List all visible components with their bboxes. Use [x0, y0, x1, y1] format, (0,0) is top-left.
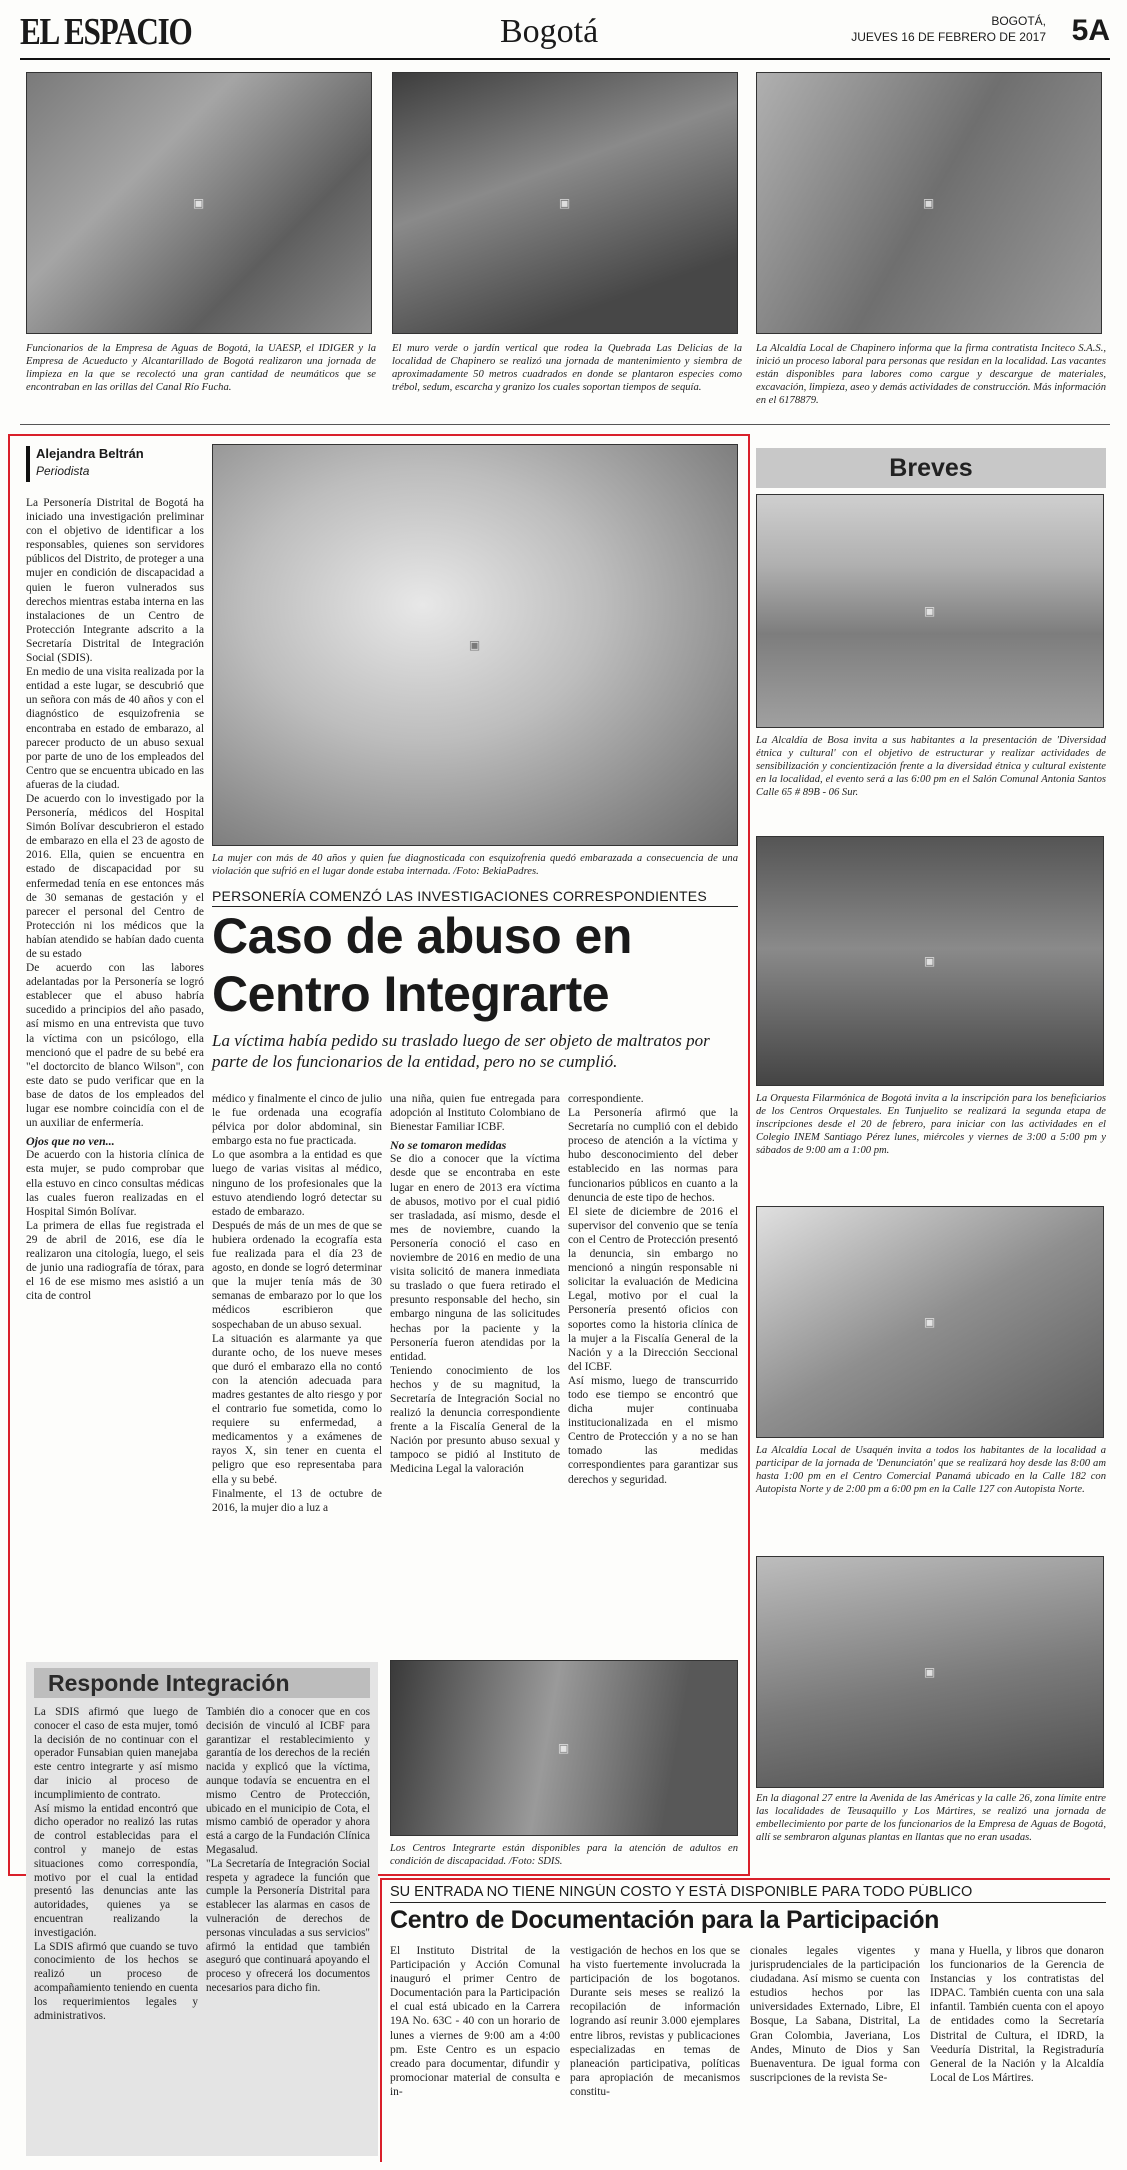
masthead-city: BOGOTÁ,: [991, 14, 1046, 28]
paragraph: Así mismo la entidad encontró que dicho operador no realizó las rutas de control establecidas para el control y manejo de estas situaciones como correspondía, motivo por el cual la entidad presentó las denuncias ante las autoridades, quienes ya se encuentran realizando la investigación.: [34, 1802, 198, 1939]
breve-caption: En la diagonal 27 entre la Avenida de las Américas y la calle 26, zona límite entre las localidades de Teusaquillo y Los Mártires, se realizó una jornada de embellecimiento por parte de los funcionarios de la Empresa de Aguas de Bogotá, allí se sembraron algunas plantas en llantas que no eran usadas.: [756, 1793, 1106, 1843]
sidebar-column-2: [206, 1706, 370, 2150]
paragraph: La SDIS afirmó que cuando se tuvo conocimiento de los hechos se realizó un proceso de acompañamiento teniendo en cuenta los requerimientos legales y administrativos.: [34, 1940, 198, 2022]
main-article-photo: [212, 444, 738, 846]
second-article-photo: [390, 1660, 738, 1836]
paragraph: Teniendo conocimiento de los hechos y de su magnitud, la Secretaría de Integración Social no realizó la denuncia correspondiente frente a la Fiscalía General de la Nación por presunto abuso sexual y tampoco se pidió al Instituto de Medicina Legal la valoración: [390, 1364, 560, 1476]
top-photo-caption: El muro verde o jardín vertical que rodea la Quebrada Las Delicias de la localidad de Chapinero se realizó una jornada de mantenimiento y siembra de aproximadamente 50 metros cuadrados en donde se plantaron especies como trébol, sedum, escarcha y granizo los cuales soportan tiempos de sequía.: [392, 343, 742, 393]
article-headline-line2: Centro Integrarte: [212, 966, 610, 1022]
article-headline-line1: Caso de abuso en: [212, 908, 632, 964]
photo-icon: ▣: [558, 196, 572, 210]
photo-icon: ▣: [922, 196, 936, 210]
paragraph: Se dio a conocer que la víctima desde que se encontraba en este lugar en enero de 2013 era víctima de abusos, motivo por el cual pidió ser trasladada, así mismo, desde el mes de noviembre, cuando la Personería conoció el caso en noviembre de 2016 en medio de una visita solicitó de manera inmediata su traslado o que fuera retirado el presunto responsable del hecho, sin embargo ninguna de las solicitudes hechas por la paciente y la Personería fueron atendidas por la entidad.: [390, 1153, 560, 1363]
paragraph: De acuerdo con las labores adelantadas por la Personería se logró establecer que el abuso habría sucedido a principios del año pasado, así mismo en una entrevista que tuvo la víctima con un psicólogo, ella mencionó que el padre de su bebé era "el doctorcito de blanco Wilson", con este dato se pudo verificar que en la base de datos de los empleados del lugar ese nombre coincidía con el de un auxiliar de enfermería.: [26, 962, 204, 1130]
bottom-article-kicker: SU ENTRADA NO TIENE NINGÚN COSTO Y ESTÁ DISPONIBLE PARA TODO PÚBLICO: [390, 1884, 973, 1900]
breve-photo-orchestra: [756, 836, 1104, 1086]
paragraph: La situación es alarmante ya que durante ocho, de los nueve meses que duró el embarazo ella no contó con la atención adecuada para madres gestantes de alto riesgo y por el contrario fue sometida, como lo requiere su enfermedad, a medicamentos y a exámenes de rayos X, sin tener en cuenta el peligro que eso representaba para ella y su bebé.: [212, 1332, 382, 1486]
breve-caption: La Orquesta Filarmónica de Bogotá invita a la inscripción para los beneficiarios de los Centros Orquestales. En Tunjuelito se realizará la segunda etapa de inscripciones desde el 20 de febrero, para iniciar con las actividades en el Colegio INEM Santiago Pérez lunes, miércoles y viernes de 3:00 a 5:00 pm y sábados de 9:00 am a 1:00 pm.: [756, 1093, 1106, 1156]
subheading: Ojos que no ven...: [26, 1134, 115, 1149]
paragraph: La Personería Distrital de Bogotá ha iniciado una investigación preliminar con el objetivo de identificar a los responsables, quienes son servidores públicos del Distrito, de proteger a una mujer en condición de discapacidad a quien le fueron vulnerados sus derechos mientras estaba interna en las instalaciones de un Centro de Protección Integrante adscrito a la Secretaría Distrital de Integración Social (SDIS).: [26, 497, 204, 665]
author-bar: [26, 446, 30, 482]
top-photo-green-wall: [392, 72, 738, 334]
article-column-1: [26, 496, 204, 1672]
sidebar-title: Responde Integración: [48, 1670, 290, 1696]
subheading: No se tomaron medidas: [390, 1138, 507, 1153]
paragraph: correspondiente.: [568, 1093, 644, 1105]
section-title: Bogotá: [500, 13, 599, 50]
photo-icon: ▣: [557, 1741, 571, 1755]
paragraph: Finalmente, el 13 de octubre de 2016, la mujer dio a luz a: [212, 1487, 382, 1514]
sidebar-column-1: [34, 1706, 198, 2150]
section-divider: [20, 424, 1110, 425]
paragraph: Lo que asombra a la entidad es que luego de varias visitas al médico, ninguno de los profesionales que la estuvo atendiendo logró detectar su estado de embarazo.: [212, 1149, 382, 1218]
paragraph: De acuerdo con lo investigado por la Personería, médicos del Hospital Simón Bolívar descubrieron el estado de embarazo en ella el 23 de agosto de 2016. Ella, quien se encuentra en estado de discapacidad por su enfermedad tenía en ese entonces más de 30 semanas de gestación y el parecer el personal del Centro de Protección ni los médicos que la habían atendido se habían dado cuenta de su estado: [26, 792, 204, 960]
brand-logo: EL ESPACIO: [20, 11, 192, 53]
photo-icon: ▣: [923, 604, 937, 618]
top-photo-caption: La Alcaldía Local de Chapinero informa que la firma contratista Inciteco S.A.S., inició un proceso laboral para personas que residan en la localidad. Las vacantes están disponibles para labores como cargue y descargue de materiales, excavación, limpieza, aseo y demás actividades de construcción. Más información en el 6178879.: [756, 343, 1106, 406]
paragraph: La Personería afirmó que la Secretaría no cumplió con el debido proceso de atención a la víctima y hubo desconocimiento del deber establecido en las normas para funcionarios públicos en cuanto a la denuncia de este tipo de hechos.: [568, 1107, 738, 1204]
masthead: [20, 8, 1110, 60]
paragraph: médico y finalmente el cinco de julio le fue ordenada una ecografía pélvica por dolor abdominal, sin embargo esta no fue practicada.: [212, 1093, 382, 1148]
paragraph: Después de más de un mes de que se hubiera ordenado la ecografía esta fue realizada para el día 23 de agosto, en donde se logró determinar que la mujer tenía más de 30 semanas de embarazo por lo que los médicos escribieron que sospechaban de un abuso sexual.: [212, 1219, 382, 1331]
paragraph: En medio de una visita realizada por la entidad a este lugar, se descubrió que un señora con más de 40 años y con el diagnóstico de esquizofrenia se encontraba en estado de embarazo, al parecer producto de un abuso sexual por parte de uno de los empleados del Centro que se encuentra ubicado en las afueras de la ciudad.: [26, 666, 204, 791]
photo-icon: ▣: [923, 1665, 937, 1679]
author-name: Alejandra Beltrán: [36, 446, 144, 461]
article-kicker: PERSONERÍA COMENZÓ LAS INVESTIGACIONES CORRESPONDIENTES: [212, 888, 707, 904]
second-photo-caption: Los Centros Integrarte están disponibles para la atención de adultos en condición de discapacidad. /Foto: SDIS.: [390, 1843, 738, 1867]
top-photo-construction: [756, 72, 1102, 334]
breve-photo-usaquen: [756, 1206, 1104, 1438]
photo-icon: ▣: [923, 954, 937, 968]
bottom-article-highlight: [380, 1878, 1110, 1880]
paragraph: "La Secretaría de Integración Social respeta y agradece la función que cumple la Personería Distrital para establecer las alarmas en casos de vulneración de derechos de personas vinculadas a sus servicios" afirmó la entidad que también aseguró que continuará apoyando el proceso y ofrecerá los documentos necesarios para dicho fin.: [206, 1857, 370, 1994]
bottom-column-2: vestigación de hechos en los que se ha visto fuertemente involucrada la participación de los bogotanos. Durante seis meses se realizó la recopilación de información logrando así reunir 3.000 ejemplares entre libros, revistas y publicaciones especializadas en temas de planeación participativa, políticas para apropiación de mecanismos constitu-: [570, 1945, 740, 2098]
paragraph: una niña, quien fue entregada para adopción al Instituto Colombiano de Bienestar Familiar ICBF.: [390, 1093, 560, 1134]
bottom-column-3: cionales legales vigentes y jurisprudenciales de la participación ciudadana. Así mismo se cuenta con estudios hechos por las universidades Externado, Libre, El Bosque, La Sabana, Distrital, La Gran Colombia, Javeriana, Los Andes, Minuto de Dios y San Buenaventura. De igual forma con suscripciones de la revista Se-: [750, 1945, 920, 2084]
paragraph: La SDIS afirmó que luego de conocer el caso de esta mujer, tomó la decisión de no continuar con el operador Funsabian quien manejaba este centro integrarte y así mismo dar inicio al proceso de incumplimiento de contrato.: [34, 1706, 198, 1801]
top-photo-caption: Funcionarios de la Empresa de Aguas de Bogotá, la UAESP, el IDIGER y la Empresa de Acueducto y Alcantarillado de Bogotá realizaron una jornada de limpieza en la que se recolectó una gran cantidad de neumáticos que se encontraban en las orillas del Canal Río Fucha.: [26, 343, 376, 393]
breve-photo-bosa: [756, 494, 1104, 728]
photo-icon: ▣: [468, 638, 482, 652]
masthead-rule: [20, 58, 1110, 60]
bottom-column-4: mana y Huella, y libros que donaron los funcionarios de la Gerencia de Instancias y los contratistas del IDPAC. También cuenta con una sala infantil. También cuenta con el apoyo de entidades como la Secretaría Distrital de Cultura, el IDRD, la Veeduría Distrital, la Registraduría General de la Nación y la Alcaldía Local de Los Mártires.: [930, 1945, 1104, 2084]
main-photo-caption: La mujer con más de 40 años y quien fue diagnosticada con esquizofrenia quedó embarazada a consecuencia de una violación que sufrió en el lugar donde estaba internada. /Foto: BekiaPadres.: [212, 853, 738, 877]
author-role: Periodista: [36, 464, 90, 478]
article-deck: La víctima había pedido su traslado luego de ser objeto de maltratos por parte de los funcionarios de la entidad, pero no se cumplió.: [212, 1031, 710, 1071]
bottom-article-headline: Centro de Documentación para la Participación: [390, 1906, 940, 1934]
breves-title: Breves: [889, 454, 973, 482]
photo-icon: ▣: [923, 1315, 937, 1329]
paragraph: El siete de diciembre de 2016 el supervisor del convenio que se tenía con el Centro de Protección presentó la denuncia, sin embargo no mencionó a ningún responsable ni solicitar la evaluación de Medicina Legal, motivo por el cual la Personería presentó oficios con soportes como la historia clínica de la mujer a la Fiscalía General de la Nación y a la Dirección Seccional del ICBF.: [568, 1205, 738, 1373]
paragraph: Así mismo, luego de transcurrido todo ese tiempo se encontró que dicha mujer continuaba institucionalizada en el mismo Centro de Protección y a no se han tomado las medidas correspondientes para garantizar sus derechos y seguridad.: [568, 1374, 738, 1486]
photo-icon: ▣: [192, 196, 206, 210]
top-photo-tires: [26, 72, 372, 334]
bottom-column-1: El Instituto Distrital de la Participación y Acción Comunal inauguró el primer Centro de Documentación para la Participación el cual está ubicado en la Carrera 19A No. 63C - 40 con un horario de lunes a viernes de 9:00 am a 4:00 pm. Este Centro es un espacio creado para documentar, difundir y promocionar material de consulta e in-: [390, 1945, 560, 2098]
page-number: 5A: [1071, 14, 1110, 47]
breve-photo-planters: [756, 1556, 1104, 1788]
breve-caption: La Alcaldía de Bosa invita a sus habitantes a la presentación de 'Diversidad étnica y cultural' con el objetivo de estructurar y realizar actividades de sensibilización y concientización frente a la diversidad étnica y cultural existente en la localidad, el evento será a las 6:00 pm en el Salón Comunal Antonia Santos Calle 65 # 89B - 06 Sur.: [756, 735, 1106, 798]
paragraph: De acuerdo con la historia clínica de esta mujer, se pudo comprobar que ella estuvo en cinco consultas médicas las cuales fueron realizadas en el Hospital Simón Bolívar.: [26, 1149, 204, 1218]
breve-caption: La Alcaldía Local de Usaquén invita a todos los habitantes de la localidad a participar de la jornada de 'Denunciatón' que se realizará hoy desde las 8:00 am hasta 1:00 pm en el Centro Comercial Panamá ubicado en la Calle 182 con Autopista Norte y de 2:00 pm a 6:00 pm en la Calle 127 con Autopista Norte.: [756, 1445, 1106, 1495]
paragraph: También dio a conocer que en cos decisión de vinculó al ICBF para garantizar el restablecimiento y garantía de los derechos de la recién nacida y explicó que la víctima, aunque todavía se encuentra en el mismo Centro de Protección, ubicado en el municipio de Cota, el mismo cambió de operador y ahora está a cargo de la Fundación Clínica Megasalud.: [206, 1706, 370, 1856]
paragraph: La primera de ellas fue registrada el 29 de abril de 2016, ese día le realizaron una citología, luego, el seis de junio una radiografía de tórax, para el 16 de ese mismo mes asistió a un cita de control: [26, 1219, 204, 1303]
masthead-date: JUEVES 16 DE FEBRERO DE 2017: [851, 30, 1046, 44]
article-column-3: [390, 1092, 560, 1652]
article-column-4: [568, 1092, 738, 1652]
article-column-2: [212, 1092, 382, 1652]
bottom-article-highlight-left: [380, 1878, 382, 2162]
